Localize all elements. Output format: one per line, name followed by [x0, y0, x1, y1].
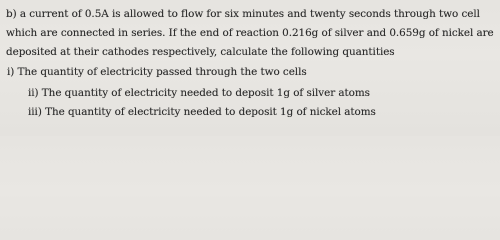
question-text-line-1: b) a current of 0.5A is allowed to flow for six minutes and twenty seconds through two cell — [6, 8, 480, 20]
sub-question-iii: iii) The quantity of electricity needed to deposit 1g of nickel atoms — [28, 106, 376, 118]
question-text-line-3: deposited at their cathodes respectively, calculate the following quantities — [6, 46, 395, 58]
sub-question-ii: ii) The quantity of electricity needed to deposit 1g of silver atoms — [28, 87, 370, 99]
sub-question-i: i) The quantity of electricity passed through the two cells — [7, 66, 307, 78]
question-text-line-2: which are connected in series. If the end of reaction 0.216g of silver and 0.659g of nickel are — [6, 27, 494, 39]
